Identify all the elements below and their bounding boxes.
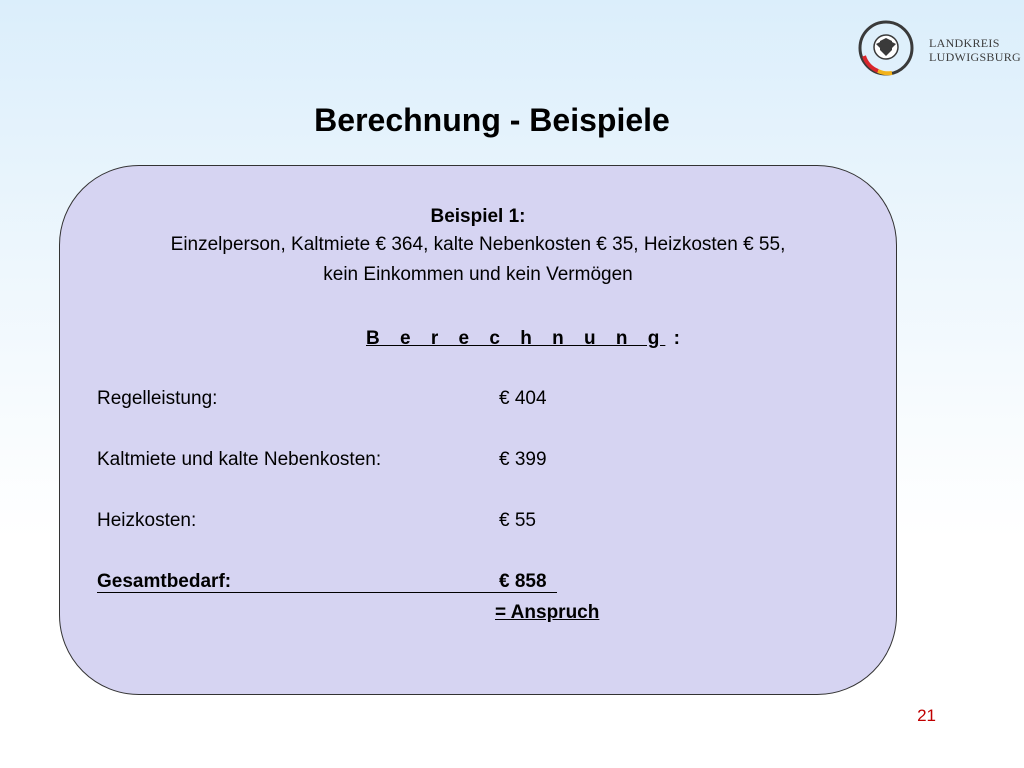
calc-row-value: € 399 [499,449,547,470]
logo-text [929,36,1021,64]
calc-result-text: = Anspruch [495,602,600,623]
calc-result-row [97,598,857,628]
logo-line2: LUDWIGSBURG [929,50,1021,64]
example-description-line2: kein Einkommen und kein Vermögen [323,264,633,285]
calculation-heading-text: B e r e c h n u n g [366,328,666,349]
calc-row-regelleistung [97,384,857,414]
calc-row-value: € 55 [499,510,536,531]
calc-row-label: Heizkosten: [97,510,197,531]
calc-row-value: € 404 [499,388,547,409]
calc-row-kaltmiete [97,445,857,475]
eagle-crest-icon [856,16,920,80]
logo [856,16,1021,80]
calc-row-value: € 858 [499,571,547,592]
calc-row-gesamtbedarf [97,567,857,597]
calc-row-heizkosten [97,506,857,536]
calc-row-label: Kaltmiete und kalte Nebenkosten: [97,449,382,470]
page-title: Berechnung - Beispiele [314,102,670,138]
calc-row-label: Gesamtbedarf: [97,571,232,592]
logo-line1: LANDKREIS [929,36,1000,50]
calc-row-label: Regelleistung: [97,388,218,409]
calculation-heading [366,324,680,354]
page-number: 21 [917,706,936,725]
example-description-line1: Einzelperson, Kaltmiete € 364, kalte Nebenkosten € 35, Heizkosten € 55, [170,234,786,255]
example-panel [59,165,897,695]
example-title: Beispiel 1: [430,206,526,227]
calculation-heading-colon: : [673,328,680,349]
